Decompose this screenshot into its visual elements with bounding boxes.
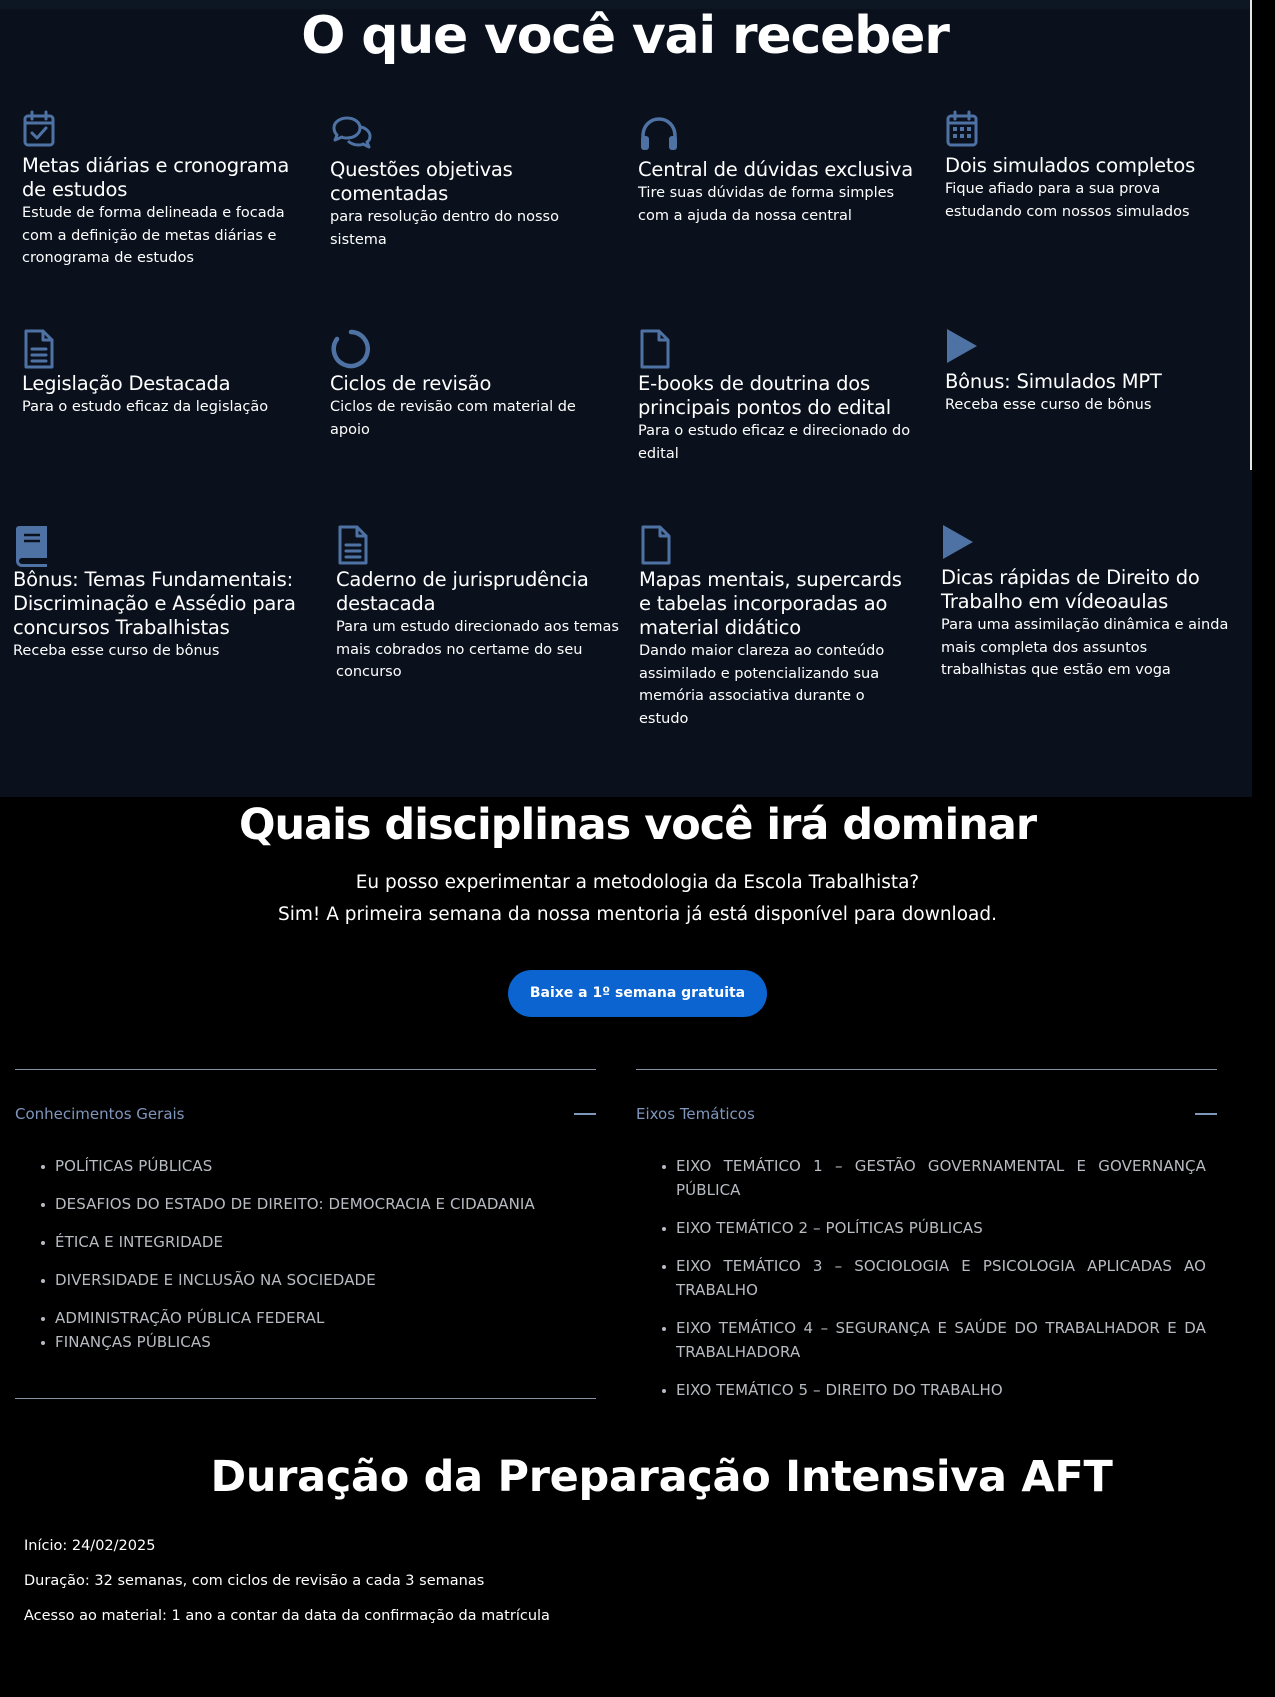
list-item: DESAFIOS DO ESTADO DE DIREITO: DEMOCRACIA E CIDADANIA: [55, 1192, 595, 1216]
feature-card: [22, 110, 312, 270]
accordion-title: Eixos Temáticos: [636, 1105, 755, 1123]
list-item: EIXO TEMÁTICO 2 – POLÍTICAS PÚBLICAS: [676, 1216, 1206, 1240]
list-item: ADMINISTRAÇÃO PÚBLICA FEDERAL: [55, 1306, 595, 1330]
feature-desc: Ciclos de revisão com material de apoio: [330, 399, 576, 438]
features-section: [0, 0, 1252, 797]
feature-title: E-books de doutrina dos principais pontos do edital: [638, 372, 891, 419]
headphones-icon: [638, 114, 928, 158]
feature-desc: para resolução dentro do nosso sistema: [330, 209, 559, 248]
accordion-header[interactable]: [636, 1102, 1217, 1126]
calendar-grid-icon: [945, 110, 1235, 154]
feature-card: [22, 328, 312, 419]
feature-card: [336, 524, 626, 684]
feature-title: Bônus: Simulados MPT: [945, 370, 1162, 393]
divider: [636, 1069, 1217, 1070]
list-item: EIXO TEMÁTICO 3 – SOCIOLOGIA E PSICOLOGIA APLICADAS AO TRABALHO: [676, 1254, 1206, 1302]
list-item: DIVERSIDADE E INCLUSÃO NA SOCIEDADE: [55, 1268, 595, 1292]
disciplinas-section: [0, 797, 1275, 1697]
duracao-title: Duração da Preparação Intensiva AFT: [210, 1452, 1113, 1502]
intro-answer: Sim! A primeira semana da nossa mentoria já está disponível para download.: [278, 904, 997, 925]
list-item: EIXO TEMÁTICO 5 – DIREITO DO TRABALHO: [676, 1378, 1206, 1402]
features-title: O que você vai receber: [301, 6, 949, 66]
feature-desc: Dando maior clareza ao conteúdo assimilado e potencializando sua memória associativa durante o estudo: [639, 643, 885, 727]
divider: [15, 1069, 596, 1070]
feature-desc: Receba esse curso de bônus: [945, 397, 1152, 413]
feature-card: [638, 114, 928, 227]
feature-title: Central de dúvidas exclusiva: [638, 158, 913, 181]
minus-icon[interactable]: [1195, 1113, 1217, 1115]
feature-title: Dois simulados completos: [945, 154, 1196, 177]
feature-title: Questões objetivas comentadas: [330, 158, 513, 205]
feature-card: [945, 326, 1235, 417]
chat-bubbles-icon: [330, 114, 620, 158]
calendar-check-icon: [22, 110, 312, 154]
feature-card: [330, 114, 620, 251]
circle-notch-icon: [330, 328, 620, 372]
accordion-conhecimentos-gerais: [15, 1069, 596, 1399]
document-lines-icon: [336, 524, 626, 568]
list-item: ÉTICA E INTEGRIDADE: [55, 1230, 595, 1254]
subject-list: [55, 1154, 595, 1354]
feature-desc: Para o estudo eficaz da legislação: [22, 399, 269, 415]
feature-desc: Fique afiado para a sua prova estudando com nossos simulados: [945, 181, 1190, 220]
feature-card: [330, 328, 620, 441]
document-icon: [638, 328, 928, 372]
document-icon: [639, 524, 914, 568]
start-date: Início: 24/02/2025: [24, 1538, 156, 1554]
feature-card: [945, 110, 1235, 223]
feature-title: Metas diárias e cronograma de estudos: [22, 154, 290, 201]
feature-card: [639, 524, 914, 730]
disciplinas-title: Quais disciplinas você irá dominar: [238, 800, 1037, 850]
download-free-week-button[interactable]: Baixe a 1º semana gratuita: [508, 970, 767, 1017]
accordion-eixos-tematicos: [636, 1069, 1217, 1409]
right-divider: [1250, 0, 1252, 470]
accordion-title: Conhecimentos Gerais: [15, 1105, 185, 1123]
feature-desc: Receba esse curso de bônus: [13, 643, 220, 659]
list-item: FINANÇAS PÚBLICAS: [55, 1330, 595, 1354]
feature-title: Caderno de jurisprudência destacada: [336, 568, 589, 615]
intro-question: Eu posso experimentar a metodologia da Escola Trabalhista?: [355, 872, 920, 893]
feature-desc: Estude de forma delineada e focada com a definição de metas diárias e cronograma de estudos: [22, 205, 285, 266]
feature-desc: Para uma assimilação dinâmica e ainda mais completa dos assuntos trabalhistas que estão em voga: [941, 617, 1229, 678]
feature-card: [13, 524, 313, 663]
feature-title: Legislação Destacada: [22, 372, 231, 395]
feature-title: Bônus: Temas Fundamentais: Discriminação e Assédio para concursos Trabalhistas: [13, 568, 296, 639]
feature-title: Mapas mentais, supercards e tabelas incorporadas ao material didático: [639, 568, 902, 639]
subject-list: [676, 1154, 1206, 1402]
feature-card: [638, 328, 928, 465]
minus-icon[interactable]: [574, 1113, 596, 1115]
play-icon: [941, 522, 1231, 566]
list-item: EIXO TEMÁTICO 4 – SEGURANÇA E SAÚDE DO TRABALHADOR E DA TRABALHADORA: [676, 1316, 1206, 1364]
feature-desc: Para um estudo direcionado aos temas mais cobrados no certame do seu concurso: [336, 619, 619, 680]
accordion-header[interactable]: [15, 1102, 596, 1126]
feature-title: Dicas rápidas de Direito do Trabalho em vídeoaulas: [941, 566, 1200, 613]
document-lines-icon: [22, 328, 312, 372]
list-item: POLÍTICAS PÚBLICAS: [55, 1154, 595, 1178]
access-text: Acesso ao material: 1 ano a contar da data da confirmação da matrícula: [24, 1608, 550, 1624]
divider: [15, 1398, 596, 1399]
feature-desc: Tire suas dúvidas de forma simples com a ajuda da nossa central: [638, 185, 895, 224]
duration-text: Duração: 32 semanas, com ciclos de revisão a cada 3 semanas: [24, 1573, 485, 1589]
book-icon: [13, 524, 313, 568]
list-item: EIXO TEMÁTICO 1 – GESTÃO GOVERNAMENTAL E GOVERNANÇA PÚBLICA: [676, 1154, 1206, 1202]
feature-card: [941, 522, 1231, 682]
feature-desc: Para o estudo eficaz e direcionado do edital: [638, 423, 911, 462]
play-icon: [945, 326, 1235, 370]
feature-title: Ciclos de revisão: [330, 372, 492, 395]
